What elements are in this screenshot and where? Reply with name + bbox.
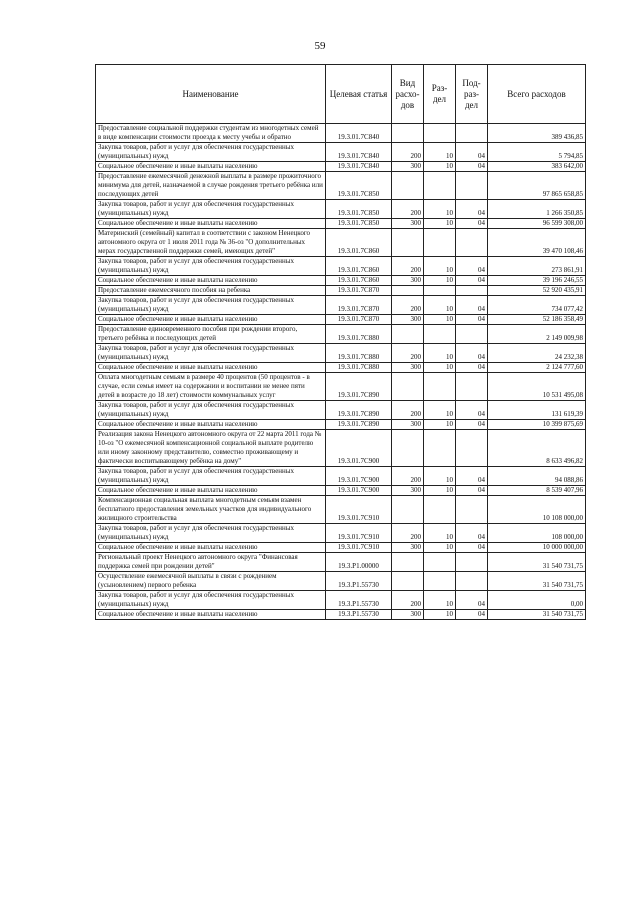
cell-kind: 300 xyxy=(392,610,424,620)
cell-kind: 300 xyxy=(392,486,424,496)
cell-subsection: 04 xyxy=(456,524,488,543)
cell-total: 0,00 xyxy=(488,591,586,610)
cell-section xyxy=(424,430,456,467)
cell-name: Закупка товаров, работ и услуг для обеспечения государственных (муниципальных) нужд xyxy=(96,200,326,219)
cell-section: 10 xyxy=(424,296,456,315)
cell-name: Социальное обеспечение и иные выплаты населению xyxy=(96,276,326,286)
cell-target: 19.3.P1.55730 xyxy=(326,572,392,591)
table-row xyxy=(96,143,586,162)
table-row xyxy=(96,591,586,610)
cell-name: Социальное обеспечение и иные выплаты населению xyxy=(96,486,326,496)
table-row xyxy=(96,572,586,591)
cell-subsection: 04 xyxy=(456,401,488,420)
cell-total: 96 599 308,00 xyxy=(488,219,586,229)
cell-kind xyxy=(392,286,424,296)
cell-section xyxy=(424,496,456,524)
cell-subsection xyxy=(456,572,488,591)
cell-subsection xyxy=(456,373,488,401)
cell-total: 31 540 731,75 xyxy=(488,610,586,620)
cell-name: Закупка товаров, работ и услуг для обеспечения государственных (муниципальных) нужд xyxy=(96,143,326,162)
cell-section xyxy=(424,325,456,344)
cell-section: 10 xyxy=(424,315,456,325)
cell-section xyxy=(424,373,456,401)
cell-kind: 300 xyxy=(392,543,424,553)
cell-subsection: 04 xyxy=(456,467,488,486)
cell-section xyxy=(424,286,456,296)
cell-name: Предоставление ежемесячной денежной выплаты в размере прожиточного минимума для детей, назначаемой в случае рождения третьего ребёнка или последующих детей xyxy=(96,172,326,200)
cell-subsection xyxy=(456,325,488,344)
table-row xyxy=(96,373,586,401)
cell-kind: 300 xyxy=(392,315,424,325)
cell-total: 39 470 108,46 xyxy=(488,229,586,257)
cell-name: Реализация закона Ненецкого автономного округа от 22 марта 2011 года № 10-оз "О ежемесячной компенсационной социальной выплате родителю или иному законному представителю, совместно проживающему и фактически воспитывающему ребёнка на дому" xyxy=(96,430,326,467)
cell-target: 19.3.01.7С870 xyxy=(326,315,392,325)
cell-name: Материнский (семейный) капитал в соответствии с законом Ненецкого автономного округа от 1 июля 2011 года № 36-оз "О дополнительных мерах государственной поддержки семей, имеющих детей" xyxy=(96,229,326,257)
cell-kind: 300 xyxy=(392,219,424,229)
cell-total: 2 124 777,60 xyxy=(488,363,586,373)
table-row xyxy=(96,162,586,172)
cell-total: 2 149 009,98 xyxy=(488,325,586,344)
header-total: Всего расходов xyxy=(488,65,586,124)
table-row xyxy=(96,610,586,620)
cell-subsection xyxy=(456,172,488,200)
cell-kind xyxy=(392,172,424,200)
table-row xyxy=(96,172,586,200)
cell-target: 19.3.01.7С890 xyxy=(326,373,392,401)
cell-section xyxy=(424,553,456,572)
cell-subsection: 04 xyxy=(456,143,488,162)
cell-total: 1 266 350,85 xyxy=(488,200,586,219)
cell-section xyxy=(424,229,456,257)
cell-section: 10 xyxy=(424,257,456,276)
cell-kind xyxy=(392,229,424,257)
table-row xyxy=(96,524,586,543)
cell-subsection: 04 xyxy=(456,420,488,430)
header-name: Наименование xyxy=(96,65,326,124)
cell-subsection xyxy=(456,286,488,296)
cell-section: 10 xyxy=(424,543,456,553)
cell-target: 19.3.P1.55730 xyxy=(326,591,392,610)
cell-name: Предоставление единовременного пособия при рождении второго, третьего ребёнка и последующих детей xyxy=(96,325,326,344)
cell-total: 24 232,38 xyxy=(488,344,586,363)
table-row xyxy=(96,363,586,373)
cell-total: 52 186 358,49 xyxy=(488,315,586,325)
cell-target: 19.3.01.7С880 xyxy=(326,344,392,363)
table-row xyxy=(96,229,586,257)
cell-target: 19.3.01.7С900 xyxy=(326,430,392,467)
cell-subsection xyxy=(456,496,488,524)
cell-total: 734 077,42 xyxy=(488,296,586,315)
cell-total: 10 108 000,00 xyxy=(488,496,586,524)
cell-target: 19.3.01.7С880 xyxy=(326,325,392,344)
cell-kind xyxy=(392,496,424,524)
table-row xyxy=(96,486,586,496)
cell-kind: 200 xyxy=(392,467,424,486)
cell-name: Закупка товаров, работ и услуг для обеспечения государственных (муниципальных) нужд xyxy=(96,344,326,363)
cell-name: Закупка товаров, работ и услуг для обеспечения государственных (муниципальных) нужд xyxy=(96,401,326,420)
cell-target: 19.3.01.7С910 xyxy=(326,496,392,524)
cell-kind: 200 xyxy=(392,143,424,162)
cell-total: 108 000,00 xyxy=(488,524,586,543)
cell-total: 5 794,85 xyxy=(488,143,586,162)
cell-kind: 200 xyxy=(392,401,424,420)
table-header-row xyxy=(96,65,586,124)
cell-name: Предоставление ежемесячного пособия на ребенка xyxy=(96,286,326,296)
cell-section: 10 xyxy=(424,486,456,496)
cell-target: 19.3.01.7С910 xyxy=(326,543,392,553)
cell-subsection: 04 xyxy=(456,344,488,363)
cell-total: 39 196 246,55 xyxy=(488,276,586,286)
cell-target: 19.3.01.7С880 xyxy=(326,363,392,373)
cell-name: Социальное обеспечение и иные выплаты населению xyxy=(96,162,326,172)
cell-subsection: 04 xyxy=(456,315,488,325)
table-row xyxy=(96,325,586,344)
cell-name: Оплата многодетным семьям в размере 40 процентов (50 процентов - в случае, если семья имеет на содержании и воспитании не менее пяти детей в возрасте до 18 лет) стоимости коммунальных услуг xyxy=(96,373,326,401)
cell-section: 10 xyxy=(424,143,456,162)
cell-target: 19.3.01.7С850 xyxy=(326,200,392,219)
cell-target: 19.3.01.7С850 xyxy=(326,219,392,229)
cell-section: 10 xyxy=(424,420,456,430)
cell-kind xyxy=(392,572,424,591)
cell-target: 19.3.01.7С910 xyxy=(326,524,392,543)
table-row xyxy=(96,219,586,229)
table-row xyxy=(96,286,586,296)
cell-target: 19.3.01.7С900 xyxy=(326,467,392,486)
table-row xyxy=(96,344,586,363)
cell-kind xyxy=(392,553,424,572)
cell-name: Закупка товаров, работ и услуг для обеспечения государственных (муниципальных) нужд xyxy=(96,467,326,486)
table-row xyxy=(96,496,586,524)
cell-total: 10 531 495,08 xyxy=(488,373,586,401)
header-section: Раз- дел xyxy=(424,65,456,124)
expenditure-table xyxy=(95,64,586,620)
cell-target: 19.3.01.7С840 xyxy=(326,143,392,162)
cell-name: Социальное обеспечение и иные выплаты населению xyxy=(96,420,326,430)
cell-name: Закупка товаров, работ и услуг для обеспечения государственных (муниципальных) нужд xyxy=(96,296,326,315)
cell-total: 10 000 000,00 xyxy=(488,543,586,553)
cell-subsection: 04 xyxy=(456,543,488,553)
table-row xyxy=(96,467,586,486)
cell-total: 97 865 658,85 xyxy=(488,172,586,200)
cell-subsection: 04 xyxy=(456,363,488,373)
cell-total: 389 436,85 xyxy=(488,124,586,143)
cell-name: Предоставление социальной поддержки студентам из многодетных семей в виде компенсации стоимости проезда к месту учебы и обратно xyxy=(96,124,326,143)
cell-subsection: 04 xyxy=(456,610,488,620)
header-subsection: Под- раз- дел xyxy=(456,65,488,124)
cell-name: Социальное обеспечение и иные выплаты населению xyxy=(96,219,326,229)
cell-target: 19.3.01.7С840 xyxy=(326,162,392,172)
cell-total: 94 088,86 xyxy=(488,467,586,486)
cell-kind xyxy=(392,430,424,467)
cell-kind: 300 xyxy=(392,276,424,286)
cell-name: Социальное обеспечение и иные выплаты населению xyxy=(96,315,326,325)
cell-subsection: 04 xyxy=(456,219,488,229)
cell-target: 19.3.P1.55730 xyxy=(326,610,392,620)
table-row xyxy=(96,553,586,572)
cell-kind: 300 xyxy=(392,363,424,373)
page-number: 59 xyxy=(314,40,326,52)
header-target: Целевая статья xyxy=(326,65,392,124)
cell-target: 19.3.01.7С870 xyxy=(326,296,392,315)
cell-kind: 200 xyxy=(392,257,424,276)
cell-subsection: 04 xyxy=(456,200,488,219)
cell-kind: 200 xyxy=(392,296,424,315)
cell-total: 52 920 435,91 xyxy=(488,286,586,296)
cell-total: 31 540 731,75 xyxy=(488,553,586,572)
cell-total: 10 399 875,69 xyxy=(488,420,586,430)
cell-kind xyxy=(392,124,424,143)
cell-section: 10 xyxy=(424,610,456,620)
cell-subsection: 04 xyxy=(456,257,488,276)
cell-name: Компенсационная социальная выплата многодетным семьям взамен бесплатного предоставления земельных участков для индивидуального жилищного строительства xyxy=(96,496,326,524)
cell-section: 10 xyxy=(424,162,456,172)
cell-total: 131 619,39 xyxy=(488,401,586,420)
table-row xyxy=(96,401,586,420)
cell-name: Осуществление ежемесячной выплаты в связи с рождением (усыновлением) первого ребенка xyxy=(96,572,326,591)
cell-kind xyxy=(392,325,424,344)
cell-subsection xyxy=(456,229,488,257)
table-body xyxy=(96,124,586,620)
cell-section xyxy=(424,124,456,143)
cell-subsection: 04 xyxy=(456,276,488,286)
cell-section: 10 xyxy=(424,524,456,543)
cell-target: 19.3.01.7С850 xyxy=(326,172,392,200)
cell-section: 10 xyxy=(424,363,456,373)
table-row xyxy=(96,420,586,430)
cell-name: Социальное обеспечение и иные выплаты населению xyxy=(96,610,326,620)
table-row xyxy=(96,200,586,219)
cell-name: Закупка товаров, работ и услуг для обеспечения государственных (муниципальных) нужд xyxy=(96,591,326,610)
cell-name: Закупка товаров, работ и услуг для обеспечения государственных (муниципальных) нужд xyxy=(96,257,326,276)
table-row xyxy=(96,315,586,325)
cell-subsection xyxy=(456,553,488,572)
table-row xyxy=(96,543,586,553)
cell-total: 383 642,00 xyxy=(488,162,586,172)
cell-kind: 200 xyxy=(392,344,424,363)
cell-subsection: 04 xyxy=(456,296,488,315)
cell-target: 19.3.01.7С890 xyxy=(326,420,392,430)
cell-target: 19.3.01.7С860 xyxy=(326,257,392,276)
table-row xyxy=(96,296,586,315)
table-row xyxy=(96,430,586,467)
cell-kind: 300 xyxy=(392,162,424,172)
cell-target: 19.3.01.7С890 xyxy=(326,401,392,420)
cell-section: 10 xyxy=(424,219,456,229)
cell-kind: 200 xyxy=(392,524,424,543)
cell-subsection: 04 xyxy=(456,486,488,496)
table-row xyxy=(96,124,586,143)
cell-section: 10 xyxy=(424,200,456,219)
cell-total: 8 633 496,82 xyxy=(488,430,586,467)
cell-total: 31 540 731,75 xyxy=(488,572,586,591)
cell-section: 10 xyxy=(424,467,456,486)
cell-target: 19.3.01.7С860 xyxy=(326,229,392,257)
cell-kind: 200 xyxy=(392,591,424,610)
cell-kind: 200 xyxy=(392,200,424,219)
cell-subsection xyxy=(456,430,488,467)
cell-section: 10 xyxy=(424,591,456,610)
cell-section: 10 xyxy=(424,344,456,363)
cell-subsection: 04 xyxy=(456,162,488,172)
cell-section: 10 xyxy=(424,401,456,420)
cell-kind: 300 xyxy=(392,420,424,430)
cell-target: 19.3.01.7С840 xyxy=(326,124,392,143)
cell-name: Социальное обеспечение и иные выплаты населению xyxy=(96,363,326,373)
cell-section xyxy=(424,172,456,200)
cell-subsection xyxy=(456,124,488,143)
table-row xyxy=(96,257,586,276)
cell-total: 273 861,91 xyxy=(488,257,586,276)
cell-target: 19.3.P1.00000 xyxy=(326,553,392,572)
cell-target: 19.3.01.7С860 xyxy=(326,276,392,286)
cell-name: Социальное обеспечение и иные выплаты населению xyxy=(96,543,326,553)
cell-target: 19.3.01.7С900 xyxy=(326,486,392,496)
cell-total: 8 539 407,96 xyxy=(488,486,586,496)
cell-kind xyxy=(392,373,424,401)
cell-section xyxy=(424,572,456,591)
cell-subsection: 04 xyxy=(456,591,488,610)
cell-name: Региональный проект Ненецкого автономного округа "Финансовая поддержка семей при рождении детей" xyxy=(96,553,326,572)
cell-target: 19.3.01.7С870 xyxy=(326,286,392,296)
cell-name: Закупка товаров, работ и услуг для обеспечения государственных (муниципальных) нужд xyxy=(96,524,326,543)
header-kind: Вид расхо- дов xyxy=(392,65,424,124)
cell-section: 10 xyxy=(424,276,456,286)
table-row xyxy=(96,276,586,286)
